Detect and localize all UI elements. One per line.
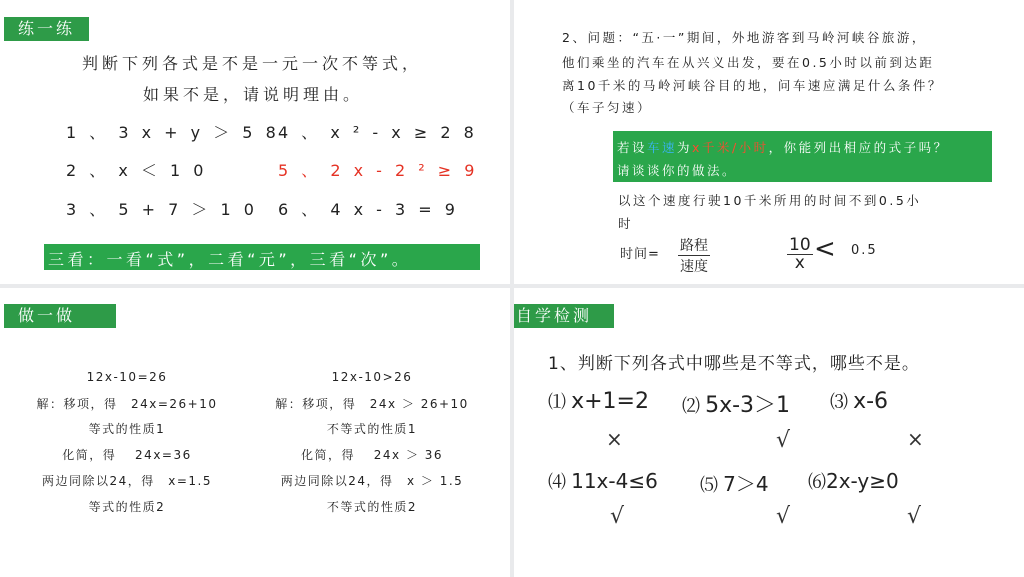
item-2: 2 、 x ＜ 1 0 [66, 161, 208, 180]
left-line-3: 等式的性质1 [88, 422, 166, 436]
item-6: ⑹2x-y≥0 [808, 469, 899, 493]
question: 1、判断下列各式中哪些是不等式，哪些不是。 [548, 354, 920, 374]
item-3: ⑶ x-6 [830, 389, 889, 414]
explain-line-2: 时 [618, 216, 634, 231]
item-4: ⑷ 11x-4≤6 [548, 469, 658, 493]
mark-1: × [606, 427, 623, 451]
slide-problem [514, 0, 1024, 284]
section-tag: 自学检测练 [514, 304, 614, 328]
section-tag: 练一练 [4, 17, 89, 41]
mark-3: × [907, 427, 924, 451]
right-line-1: 12x-10>26 [331, 370, 413, 384]
inequality-rhs: 0.5 [851, 243, 878, 258]
problem-line-1: 2、问题：“五·一”期间，外地游客到马岭河峡谷旅游， [562, 30, 927, 45]
problem-line-3: 离10千米的马岭河峡谷目的地，问车速应满足什么条件？ [562, 78, 943, 93]
mark-5: √ [776, 504, 791, 529]
right-line-4: 化简，得 24x ＞ 36 [300, 448, 444, 462]
question-line-2: 如果不是，请说明理由。 [143, 85, 364, 104]
fraction-denominator: 速度 [680, 259, 708, 275]
item-1: 1 、 3 x + y ＞ 5 8 [66, 123, 280, 142]
question-box [613, 131, 992, 182]
section-tag: 做一做 [4, 304, 116, 328]
less-than-sign: < [814, 234, 836, 264]
problem-line-2: 他们乘坐的汽车在从兴义出发，要在0.5小时以前到达距 [562, 55, 935, 70]
question-line-1: 判断下列各式是不是一元一次不等式， [82, 54, 423, 73]
unit-highlight: x千米/小时 [692, 140, 769, 155]
item-3: 3 、 5 + 7 ＞ 1 0 [66, 200, 258, 219]
left-line-5: 两边同除以24，得 x=1.5 [41, 474, 212, 488]
problem-line-4: （车子匀速） [562, 100, 653, 115]
item-2: ⑵ 5x-3＞1 [682, 393, 791, 418]
right-line-5: 两边同除以24，得 x ＞ 1.5 [280, 474, 464, 488]
slide-practice [0, 0, 510, 284]
speed-highlight: 车速 [647, 140, 678, 155]
item-6: 6 、 4 x - 3 = 9 [278, 200, 459, 219]
left-line-1: 12x-10=26 [86, 370, 168, 384]
right-line-3: 不等式的性质1 [326, 422, 418, 436]
left-line-6: 等式的性质2 [88, 500, 166, 514]
item-5: 5 、 2 x - 2 ² ≥ 9 [278, 161, 479, 180]
inequality-fraction [787, 236, 813, 271]
left-line-4: 化简，得 24x=36 [62, 448, 192, 462]
time-label: 时间= [620, 247, 660, 262]
time-fraction [678, 235, 710, 276]
slide-do-it [0, 288, 510, 577]
item-1: ⑴ x+1=2 [548, 389, 649, 414]
right-line-6: 不等式的性质2 [326, 500, 418, 514]
box-line-1: 若设车速为x千米/小时，你能列出相应的式子吗？ [617, 140, 949, 155]
mark-2: √ [776, 428, 791, 453]
right-line-2: 解：移项，得 24x ＞ 26+10 [275, 397, 469, 411]
item-5: ⑸ 7＞4 [700, 472, 769, 496]
hint-text: 三看：一看“式”，二看“元”，三看“次”。 [48, 250, 412, 269]
explain-line-1: 以这个速度行驶10千米所用的时间不到0.5小 [618, 193, 922, 208]
ineq-numerator: 10 [789, 235, 811, 255]
fraction-numerator: 路程 [678, 235, 710, 256]
left-line-2: 解：移项，得 24x=26+10 [36, 397, 218, 411]
slide-self-check [514, 288, 1024, 577]
mark-6: √ [907, 504, 922, 529]
box-line-2: 请谈谈你的做法。 [617, 163, 738, 178]
mark-4: √ [610, 504, 625, 529]
item-4: 4 、 x ² - x ≥ 2 8 [278, 123, 478, 142]
ineq-denominator: x [794, 253, 805, 273]
hint-bar [44, 244, 480, 270]
